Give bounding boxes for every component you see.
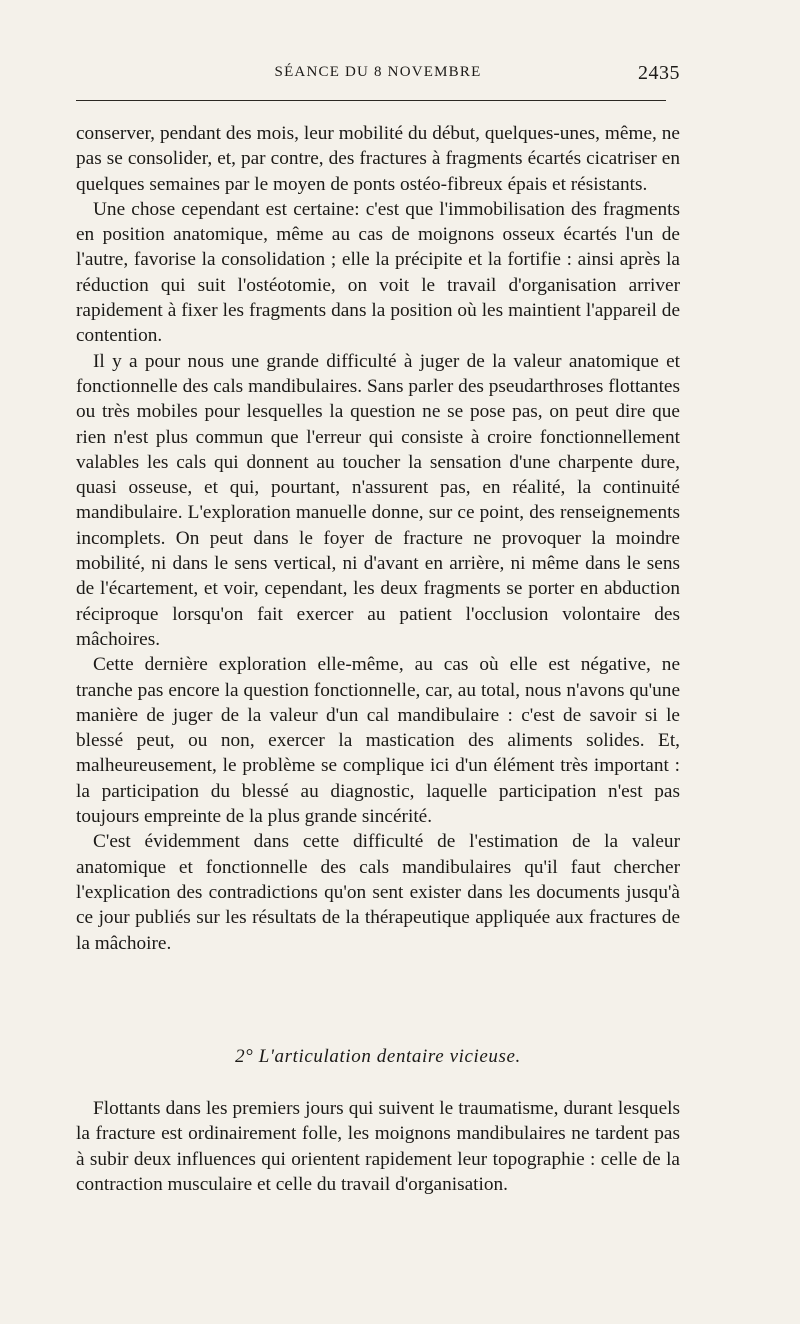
section-body-text	[76, 1096, 680, 1197]
paragraph: conserver, pendant des mois, leur mobilité du début, quelques-unes, même, ne pas se consolider, et, par contre, des fractures à fragments écartés cicatriser en quelques semaines par le moyen de ponts ostéo-fibreux épais et résistants.	[76, 123, 680, 195]
section-heading: 2° L'articulation dentaire vicieuse.	[235, 1046, 521, 1067]
body-text	[76, 121, 680, 956]
running-title: SÉANCE DU 8 NOVEMBRE	[274, 64, 482, 80]
page-number: 2435	[638, 62, 680, 84]
paragraph: Flottants dans les premiers jours qui suivent le traumatisme, durant lesquels la fracture est ordinairement folle, les moignons mandibulaires ne tardent pas à subir deux influences qui orientent rapidement leur topographie : celle de la contraction musculaire et celle du travail d'organisation.	[76, 1098, 680, 1195]
paragraph: Il y a pour nous une grande difficulté à juger de la valeur anatomique et fonctionnelle des cals mandibulaires. Sans parler des pseudarthroses flottantes ou très mobiles pour lesquelles la question ne se pose pas, on peut dire que rien n'est plus commun que l'erreur qui consiste à croire fonctionnellement valables les cals qui donnent au toucher la sensation d'une charpente dure, quasi osseuse, et qui, pourtant, n'assurent pas, en réalité, la continuité mandibulaire. L'exploration manuelle donne, sur ce point, des renseignements incomplets. On peut dans le foyer de fracture ne provoquer la moindre mobilité, ni dans le sens vertical, ni d'avant en arrière, ni même dans le sens de l'écartement, et voir, cependant, les deux fragments se porter en abduction réciproque lorsqu'on fait exercer au patient l'occlusion volontaire des mâchoires.	[76, 350, 680, 650]
paragraph: C'est évidemment dans cette difficulté de l'estimation de la valeur anatomique et fonctionnelle des cals mandibulaires qu'il faut chercher l'explication des contradictions qu'on sent exister dans les documents jusqu'à ce jour publiés sur les résultats de la thérapeutique appliquée aux fractures de la mâchoire.	[76, 831, 680, 954]
paragraph: Une chose cependant est certaine: c'est que l'immobilisation des fragments en position anatomique, même au cas de moignons osseux écartés l'un de l'autre, favorise la consolidation ; elle la précipite et la fortifie : ainsi après la réduction qui suit l'ostéotomie, on voit le travail d'organisation arriver rapidement à fixer les fragments dans la position où les maintient l'appareil de contention.	[76, 198, 680, 347]
header-rule	[76, 100, 666, 101]
paragraph: Cette dernière exploration elle-même, au cas où elle est négative, ne tranche pas encore la question fonctionnelle, car, au total, nous n'avons qu'une manière de juger de la valeur d'un cal mandibulaire : c'est de savoir si le blessé peut, ou non, exercer la mastication des aliments solides. Et, malheureusement, le problème se complique ici d'un élément très important : la participation du blessé au diagnostic, laquelle participation n'est pas toujours empreinte de la plus grande sincérité.	[76, 654, 680, 828]
running-head	[76, 62, 680, 92]
